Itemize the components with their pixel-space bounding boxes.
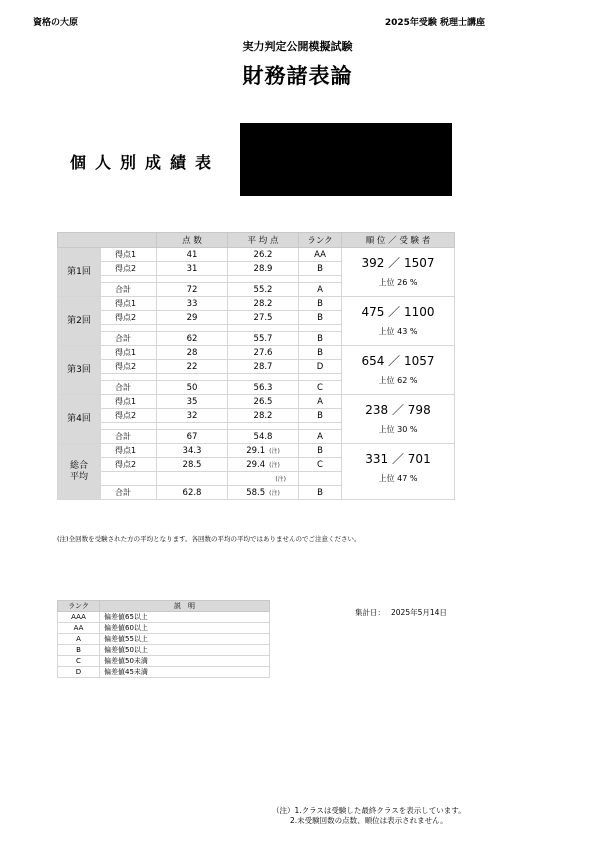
percentile-value: 上位 62 % (378, 376, 418, 385)
score-table-header (58, 233, 455, 248)
percentile-value: 上位 43 % (378, 327, 418, 336)
row-label: 得点2 (101, 360, 157, 374)
rank-legend-table (57, 600, 270, 678)
position-cell (342, 444, 455, 500)
table-row (58, 346, 455, 360)
percentile-value: 上位 26 % (378, 278, 418, 287)
school-name: 資格の大原 (33, 18, 79, 28)
score-cell: 50 (157, 381, 228, 395)
table-row (58, 444, 455, 458)
legend-rank: D (58, 667, 100, 678)
table-row (58, 248, 455, 262)
legend-desc: 偏差値50以上 (100, 645, 270, 656)
avg-cell: 28.2 (228, 409, 299, 423)
round-label: 第1回 (58, 248, 101, 297)
rank-cell: C (299, 381, 342, 395)
tally-date-value: 2025年5月14日 (391, 608, 447, 617)
legend-rank: A (58, 634, 100, 645)
legend-row (58, 667, 270, 678)
position-cell (342, 297, 455, 346)
score-cell: 72 (157, 283, 228, 297)
score-cell: 41 (157, 248, 228, 262)
legend-desc: 偏差値60以上 (100, 623, 270, 634)
tally-label: 集計日： (355, 608, 385, 617)
total-label: 合計 (101, 283, 157, 297)
rank-cell: D (299, 360, 342, 374)
rank-cell: A (299, 283, 342, 297)
legend-row (58, 645, 270, 656)
position-cell (342, 248, 455, 297)
rank-cell: B (299, 311, 342, 325)
average-footnote: (注)全回数を受験された方の平均となります。各回数の平均の平均ではありませんのでご注意ください。 (57, 535, 361, 543)
total-label: 合計 (101, 381, 157, 395)
position-cell (342, 395, 455, 444)
score-cell: 32 (157, 409, 228, 423)
total-label: 合計 (101, 486, 157, 500)
avg-cell: 28.2 (228, 297, 299, 311)
score-cell: 33 (157, 297, 228, 311)
table-row (58, 297, 455, 311)
col-position: 順 位 ／ 受 験 者 (342, 233, 455, 248)
legend-desc: 偏差値45未満 (100, 667, 270, 678)
score-table (57, 232, 455, 500)
avg-cell: 26.2 (228, 248, 299, 262)
legend-row (58, 623, 270, 634)
round-label-overall (58, 444, 101, 500)
legend-header (58, 601, 270, 612)
bottom-note-prefix: （注） (272, 806, 295, 815)
avg-cell: 27.6 (228, 346, 299, 360)
avg-note: (注) (269, 489, 280, 497)
row-label: 得点2 (101, 458, 157, 472)
score-cell: 28.5 (157, 458, 228, 472)
rank-cell: AA (299, 248, 342, 262)
avg-note: (注) (275, 475, 286, 483)
col-rank: ランク (299, 233, 342, 248)
legend-desc: 偏差値65以上 (100, 612, 270, 623)
rank-cell: B (299, 262, 342, 276)
row-label: 得点2 (101, 262, 157, 276)
legend-row (58, 656, 270, 667)
percentile-value: 上位 47 % (378, 474, 418, 483)
avg-value: 29.4 (246, 459, 266, 470)
score-cell: 34.3 (157, 444, 228, 458)
avg-note: (注) (269, 447, 280, 455)
avg-cell: 56.3 (228, 381, 299, 395)
avg-cell (228, 444, 299, 458)
redacted-name-box (240, 123, 452, 196)
rank-cell: B (299, 297, 342, 311)
report-title: 個人別成績表 (70, 153, 221, 172)
header-blank (58, 233, 157, 248)
subject-title: 財務諸表論 (242, 64, 353, 88)
score-cell: 28 (157, 346, 228, 360)
rank-cell: A (299, 430, 342, 444)
avg-cell (228, 458, 299, 472)
col-score: 点 数 (157, 233, 228, 248)
exam-name: 実力判定公開模擬試験 (242, 40, 353, 53)
avg-cell: 28.7 (228, 360, 299, 374)
rank-cell: C (299, 458, 342, 472)
round-label: 第4回 (58, 395, 101, 444)
bottom-note-1 (272, 806, 466, 816)
bottom-notes (272, 806, 466, 826)
avg-cell: 28.9 (228, 262, 299, 276)
round-label: 第3回 (58, 346, 101, 395)
row-label: 得点1 (101, 395, 157, 409)
avg-value: 58.5 (246, 487, 266, 498)
position-value: 238 ／ 798 (365, 403, 431, 417)
legend-row (58, 634, 270, 645)
avg-cell: 27.5 (228, 311, 299, 325)
table-row (58, 395, 455, 409)
rank-cell: B (299, 409, 342, 423)
score-cell: 31 (157, 262, 228, 276)
course-name: 2025年受験 税理士講座 (384, 18, 485, 28)
percentile-value: 上位 30 % (378, 425, 418, 434)
total-label: 合計 (101, 430, 157, 444)
legend-rank: AAA (58, 612, 100, 623)
legend-col-desc: 説 明 (100, 601, 270, 612)
legend-rank: AA (58, 623, 100, 634)
tally-date (355, 607, 453, 618)
rank-cell: B (299, 444, 342, 458)
row-label: 得点2 (101, 311, 157, 325)
row-label: 得点1 (101, 248, 157, 262)
total-label: 合計 (101, 332, 157, 346)
row-label: 得点1 (101, 444, 157, 458)
score-cell: 67 (157, 430, 228, 444)
position-value: 331 ／ 701 (365, 452, 431, 466)
position-value: 475 ／ 1100 (361, 305, 435, 319)
position-value: 654 ／ 1057 (361, 354, 435, 368)
rank-cell: A (299, 395, 342, 409)
bottom-note-line1: 1.クラスは受験した最終クラスを表示しています。 (294, 806, 466, 815)
row-label: 得点1 (101, 297, 157, 311)
col-average: 平 均 点 (228, 233, 299, 248)
legend-rank: B (58, 645, 100, 656)
legend-col-rank: ランク (58, 601, 100, 612)
rank-cell: B (299, 332, 342, 346)
overall-label-line2: 平均 (69, 471, 88, 482)
avg-cell: 26.5 (228, 395, 299, 409)
avg-value: 29.1 (246, 445, 266, 456)
row-label: 得点1 (101, 346, 157, 360)
bottom-note-2: 2.未受験回数の点数、順位は表示されません。 (290, 816, 448, 825)
round-label: 第2回 (58, 297, 101, 346)
rank-cell: B (299, 346, 342, 360)
avg-cell: 55.7 (228, 332, 299, 346)
legend-desc: 偏差値50未満 (100, 656, 270, 667)
avg-cell (228, 486, 299, 500)
legend-row (58, 612, 270, 623)
avg-note: (注) (269, 461, 280, 469)
score-cell: 62.8 (157, 486, 228, 500)
score-cell: 22 (157, 360, 228, 374)
position-cell (342, 346, 455, 395)
avg-cell: 55.2 (228, 283, 299, 297)
position-value: 392 ／ 1507 (361, 256, 435, 270)
avg-cell: 54.8 (228, 430, 299, 444)
legend-rank: C (58, 656, 100, 667)
overall-label-line1: 総合 (69, 460, 88, 471)
score-cell: 35 (157, 395, 228, 409)
score-cell: 62 (157, 332, 228, 346)
legend-desc: 偏差値55以上 (100, 634, 270, 645)
rank-cell: B (299, 486, 342, 500)
row-label: 得点2 (101, 409, 157, 423)
score-cell: 29 (157, 311, 228, 325)
